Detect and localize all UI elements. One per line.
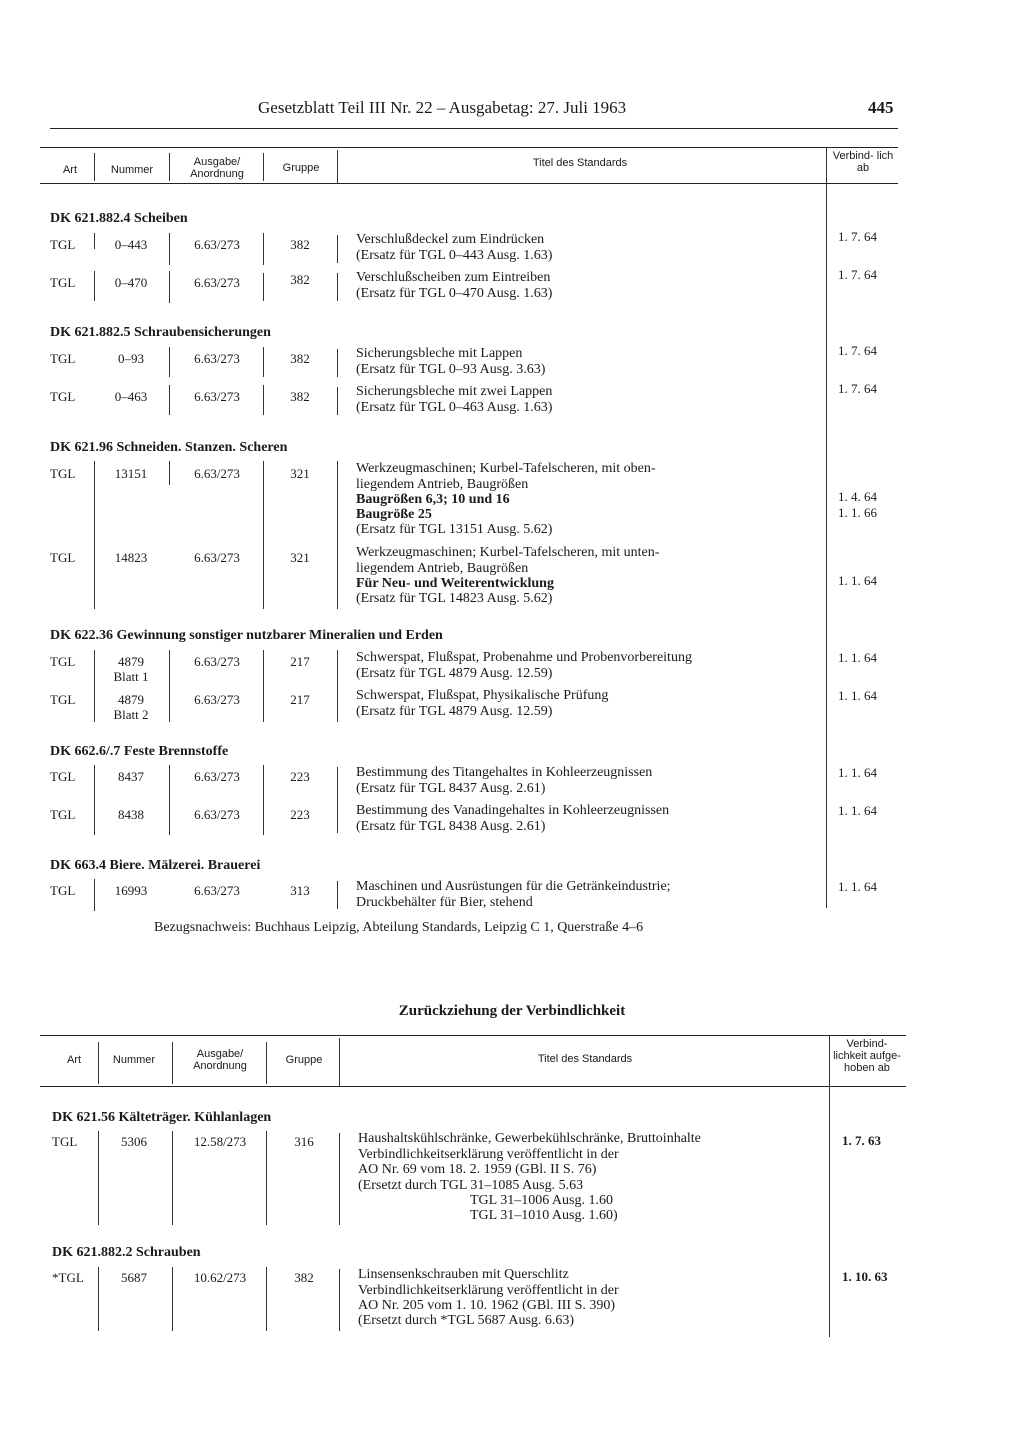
cell-art: TGL [50,275,76,290]
title-line: Linsensenkschrauben mit Querschlitz [358,1267,569,1282]
header-rule [50,128,898,129]
t1-col-gruppe: Gruppe [282,162,320,174]
title-line: Maschinen und Ausrüstungen für die Getränkeindustrie; [356,879,671,894]
cell-gruppe: 316 [294,1134,314,1149]
t1-col-ausgabe: Ausgabe/ Anordnung [190,156,244,180]
title-line: Bestimmung des Vanadingehaltes in Kohleerzeugnissen [356,803,670,818]
cell-gruppe: 217 [290,654,310,669]
cell-art: *TGL [52,1270,84,1285]
cell-ausgabe: 6.63/273 [194,654,240,669]
table2-top-rule [40,1035,906,1036]
title-line: (Ersatz für TGL 4879 Ausg. 12.59) [356,704,553,719]
title-line: (Ersatz für TGL 8438 Ausg. 2.61) [356,819,546,834]
cell-ausgabe: 6.63/273 [194,351,240,366]
col-rule [169,271,170,303]
cell-nummer: 5687 [121,1270,147,1285]
cell-date: 1. 7. 63 [842,1133,881,1148]
cell-date: 1. 7. 64 [838,267,877,282]
col-rule [337,767,338,833]
cell-date: 1. 1. 64 [838,803,877,818]
col-rule [94,650,95,722]
col-rule [266,1131,267,1225]
title-line: (Ersatz für TGL 13151 Ausg. 5.62) [356,522,553,537]
col-rule [337,650,338,722]
cell-date: 1. 7. 64 [838,343,877,358]
t2-hdr-sep [98,1042,99,1084]
cell-gruppe: 223 [290,807,310,822]
title-line: AO Nr. 205 vom 1. 10. 1962 (GBl. III S. 390) [358,1298,616,1313]
table1-top-rule [40,147,898,148]
col-rule [172,1131,173,1225]
cell-gruppe: 321 [290,550,310,565]
cell-art: TGL [50,351,76,366]
cell-gruppe: 382 [290,237,310,252]
title-line: (Ersatz für TGL 14823 Ausg. 5.62) [356,591,553,606]
t1-col-verbindlich: Verbind- lich ab [832,150,894,174]
t2-date-column-rule [829,1087,830,1337]
title-line: Werkzeugmaschinen; Kurbel-Tafelscheren, mit unten- [356,545,660,560]
t2-col-titel: Titel des Standards [537,1053,633,1065]
cell-gruppe: 382 [290,351,310,366]
col-rule [263,233,264,265]
title-line: Verschlußdeckel zum Eindrücken [356,232,545,247]
title-line: (Ersatz für TGL 0–443 Ausg. 1.63) [356,248,553,263]
cell-date: 1. 1. 64 [838,573,877,588]
title-line: Werkzeugmaschinen; Kurbel-Tafelscheren, mit oben- [356,461,656,476]
col-rule [94,271,95,301]
cell-nummer: 16993 [114,883,148,898]
cell-nummer: 4879 [118,654,144,669]
t1-hdr-sep [337,150,338,184]
t1-col-art: Art [62,164,78,176]
page-number: 445 [868,98,894,117]
col-rule [98,1267,99,1331]
t2-hdr-sep [172,1042,173,1084]
cell-art: TGL [52,1134,78,1149]
cell-nummer: 0–463 [114,389,148,404]
col-rule [263,650,264,722]
cell-art: TGL [50,654,76,669]
t1-hdr-sep [263,153,264,181]
title-line: (Ersatz für TGL 4879 Ausg. 12.59) [356,666,553,681]
col-rule [339,1133,340,1225]
col-rule [337,387,338,415]
title-line: Bestimmung des Titangehaltes in Kohleerzeugnissen [356,765,653,780]
cell-ausgabe: 6.63/273 [194,237,240,252]
cell-nummer-blatt: Blatt 2 [113,707,149,722]
t1-hdr-sep [826,148,827,184]
cell-nummer: 8438 [118,807,144,822]
col-rule [337,461,338,609]
cell-ausgabe: 6.63/273 [194,466,240,481]
cell-nummer: 5306 [121,1134,147,1149]
cell-date: 1. 7. 64 [838,381,877,396]
cell-date: 1. 10. 63 [842,1269,888,1284]
page-header-title: Gesetzblatt Teil III Nr. 22 – Ausgabetag: 27. Juli 1963 [258,98,627,117]
title-line: TGL 31–1010 Ausg. 1.60) [470,1208,618,1223]
cell-gruppe: 382 [294,1270,314,1285]
title-line: Druckbehälter für Bier, stehend [356,895,533,910]
col-rule [94,233,95,249]
title-line: (Ersatz für TGL 0–93 Ausg. 3.63) [356,362,546,377]
title-line: liegendem Antrieb, Baugrößen [356,477,529,492]
col-rule [169,461,170,485]
title-line: Sicherungsbleche mit Lappen [356,346,523,361]
t2-hdr-sep [829,1036,830,1086]
cell-nummer: 14823 [114,550,148,565]
section-heading: DK 621.882.2 Schrauben [52,1245,201,1260]
title-line: Für Neu- und Weiterentwicklung [356,576,554,591]
cell-ausgabe: 10.62/273 [193,1270,247,1285]
cell-date: 1. 4. 64 [838,489,877,504]
title-line: Verbindlichkeitserklärung veröffentlicht in der [358,1147,619,1162]
col-rule [172,1267,173,1331]
cell-gruppe: 321 [290,466,310,481]
t2-col-gruppe: Gruppe [285,1054,323,1066]
title-line: Verschlußscheiben zum Eintreiben [356,270,551,285]
t2-col-ausgabe: Ausgabe/ Anordnung [193,1048,247,1072]
cell-gruppe: 382 [290,272,310,287]
col-rule [94,461,95,609]
title-line: (Ersatz für TGL 0–463 Ausg. 1.63) [356,400,553,415]
cell-date: 1. 1. 64 [838,688,877,703]
col-rule [263,461,264,609]
col-rule [337,273,338,301]
table2-header-rule [40,1086,906,1087]
cell-gruppe: 223 [290,769,310,784]
t2-hdr-sep [266,1042,267,1084]
title-line: TGL 31–1006 Ausg. 1.60 [470,1193,613,1208]
cell-gruppe: 382 [290,389,310,404]
cell-gruppe: 313 [290,883,310,898]
t1-col-titel: Titel des Standards [532,157,628,169]
cell-nummer: 0–443 [114,237,148,252]
cell-nummer: 0–470 [114,275,148,290]
cell-art: TGL [50,883,76,898]
cell-ausgabe: 6.63/273 [194,807,240,822]
col-rule [337,349,338,377]
col-rule [169,765,170,835]
cell-ausgabe: 6.63/273 [194,769,240,784]
col-rule [263,385,264,415]
cell-ausgabe: 6.63/273 [194,550,240,565]
cell-gruppe: 217 [290,692,310,707]
col-rule [169,347,170,377]
title-line: Baugröße 25 [356,507,432,522]
section-heading: DK 621.882.4 Scheiben [50,211,188,226]
cell-ausgabe: 6.63/273 [194,692,240,707]
table1-header-rule [40,183,898,184]
section-heading: DK 622.36 Gewinnung sonstiger nutzbarer Mineralien und Erden [50,628,443,643]
cell-ausgabe: 6.63/273 [194,883,240,898]
t2-col-art: Art [66,1054,82,1066]
col-rule [263,765,264,835]
cell-art: TGL [50,807,76,822]
cell-nummer: 0–93 [118,351,144,366]
col-rule [266,1267,267,1331]
t1-hdr-sep [94,153,95,181]
col-rule [94,765,95,835]
cell-art: TGL [50,550,76,565]
title-line: (Ersetzt durch TGL 31–1085 Ausg. 5.63 [358,1178,584,1193]
cell-art: TGL [50,389,76,404]
cell-art: TGL [50,692,76,707]
cell-date: 1. 1. 64 [838,879,877,894]
cell-nummer: 13151 [114,466,148,481]
cell-nummer: 8437 [118,769,144,784]
t2-hdr-sep [339,1038,340,1086]
cell-nummer-blatt: Blatt 1 [113,669,149,684]
title-line: Haushaltskühlschränke, Gewerbekühlschränke, Bruttoinhalte [358,1131,701,1146]
section-heading: DK 621.882.5 Schraubensicherungen [50,325,271,340]
section-heading: DK 663.4 Biere. Mälzerei. Brauerei [50,858,261,873]
cell-art: TGL [50,466,76,481]
col-rule [339,1269,340,1331]
cell-art: TGL [50,769,76,784]
cell-ausgabe: 6.63/273 [194,275,240,290]
cell-date: 1. 7. 64 [838,229,877,244]
cell-date: 1. 1. 64 [838,650,877,665]
title-line: AO Nr. 69 vom 18. 2. 1959 (GBl. II S. 76) [358,1162,597,1177]
cell-date: 1. 1. 66 [838,505,877,520]
col-rule [98,1131,99,1225]
col-rule [169,650,170,722]
col-rule [169,233,170,265]
col-rule [337,235,338,263]
title-line: liegendem Antrieb, Baugrößen [356,561,529,576]
col-rule [94,879,95,911]
cell-ausgabe: 6.63/273 [194,389,240,404]
source-note: Bezugsnachweis: Buchhaus Leipzig, Abteilung Standards, Leipzig C 1, Querstraße 4–6 [154,920,644,935]
cell-art: TGL [50,237,76,252]
section-heading: DK 662.6/.7 Feste Brennstoffe [50,744,229,759]
section2-heading: Zurückziehung der Verbindlichkeit [398,1003,626,1019]
section-heading: DK 621.96 Schneiden. Stanzen. Scheren [50,440,288,455]
title-line: (Ersatz für TGL 8437 Ausg. 2.61) [356,781,546,796]
cell-nummer: 4879 [118,692,144,707]
title-line: Schwerspat, Flußspat, Probenahme und Probenvorbereitung [356,650,692,665]
t1-hdr-sep [169,153,170,181]
col-rule [263,347,264,377]
t1-col-nummer: Nummer [110,164,154,176]
col-rule [169,385,170,415]
title-line: (Ersetzt durch *TGL 5687 Ausg. 6.63) [358,1313,575,1328]
col-rule [337,881,338,909]
cell-ausgabe: 12.58/273 [193,1134,247,1149]
section-heading: DK 621.56 Kälteträger. Kühlanlagen [52,1110,272,1125]
t1-date-column-rule [826,184,827,908]
t2-col-verbindlich: Verbind- lichkeit aufge- hoben ab [833,1038,901,1074]
title-line: Baugrößen 6,3; 10 und 16 [356,492,510,507]
title-line: Verbindlichkeitserklärung veröffentlicht in der [358,1283,619,1298]
col-rule [263,273,264,301]
title-line: (Ersatz für TGL 0–470 Ausg. 1.63) [356,286,553,301]
title-line: Schwerspat, Flußspat, Physikalische Prüfung [356,688,609,703]
t2-col-nummer: Nummer [112,1054,156,1066]
title-line: Sicherungsbleche mit zwei Lappen [356,384,553,399]
cell-date: 1. 1. 64 [838,765,877,780]
